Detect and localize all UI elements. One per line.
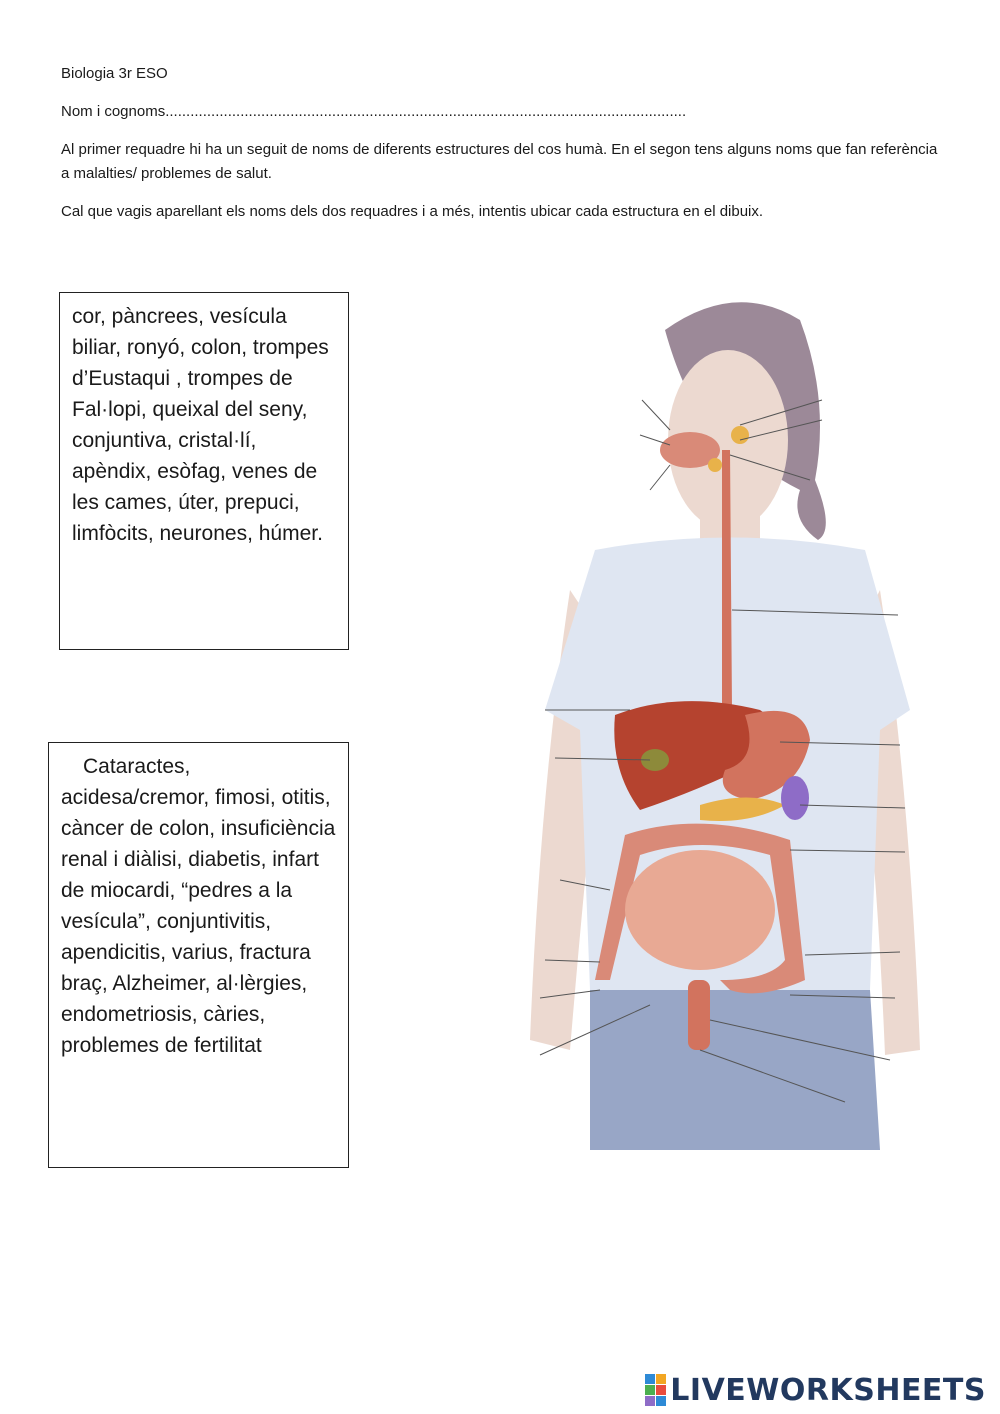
organs-box xyxy=(59,292,349,650)
organs-list: cor, pàncrees, vesícula biliar, ronyó, colon, trompes d’Eustaqui , trompes de Fal·lopi, queixal del seny, conjuntiva, cristal·lí, apèndix, esòfag, venes de les cames, úter, prepuci, limfòcits, neurones, húmer. xyxy=(72,305,329,545)
diseases-box xyxy=(48,742,349,1168)
diseases-list: Cataractes, acidesa/cremor, fimosi, otitis, càncer de colon, insuficiència renal i diàlisi, diabetis, infart de miocardi, “pedres a la vesícula”, conjuntivitis, apendicitis, varius, fractura braç, Alzheimer, al·lèrgies, endometriosis, càries, problemes de fertilitat xyxy=(61,755,336,1057)
salivary-gland xyxy=(731,426,749,444)
instruction-text: Cal que vagis aparellant els noms dels dos requadres i a més, intentis ubicar cada estructura en el dibuix. xyxy=(61,203,764,220)
human-digestive-system-illustration xyxy=(500,290,920,1150)
salivary-gland xyxy=(708,458,722,472)
kidney xyxy=(781,776,809,820)
subject-title: Biologia 3r ESO xyxy=(61,65,168,82)
pants xyxy=(590,990,880,1150)
name-field-line: Nom i cognoms............................................................................................................................. xyxy=(61,103,687,120)
liveworksheets-brand xyxy=(645,1373,986,1407)
small-intestine xyxy=(625,850,775,970)
liveworksheets-wordmark: LIVEWORKSHEETS xyxy=(670,1372,986,1408)
rectum xyxy=(688,980,710,1050)
liveworksheets-logo-icon xyxy=(645,1374,666,1406)
intro-text: Al primer requadre hi ha un seguit de noms de diferents estructures del cos humà. En el segon tens alguns noms que fan referència a malalties/ problemes de salut. xyxy=(61,141,938,182)
